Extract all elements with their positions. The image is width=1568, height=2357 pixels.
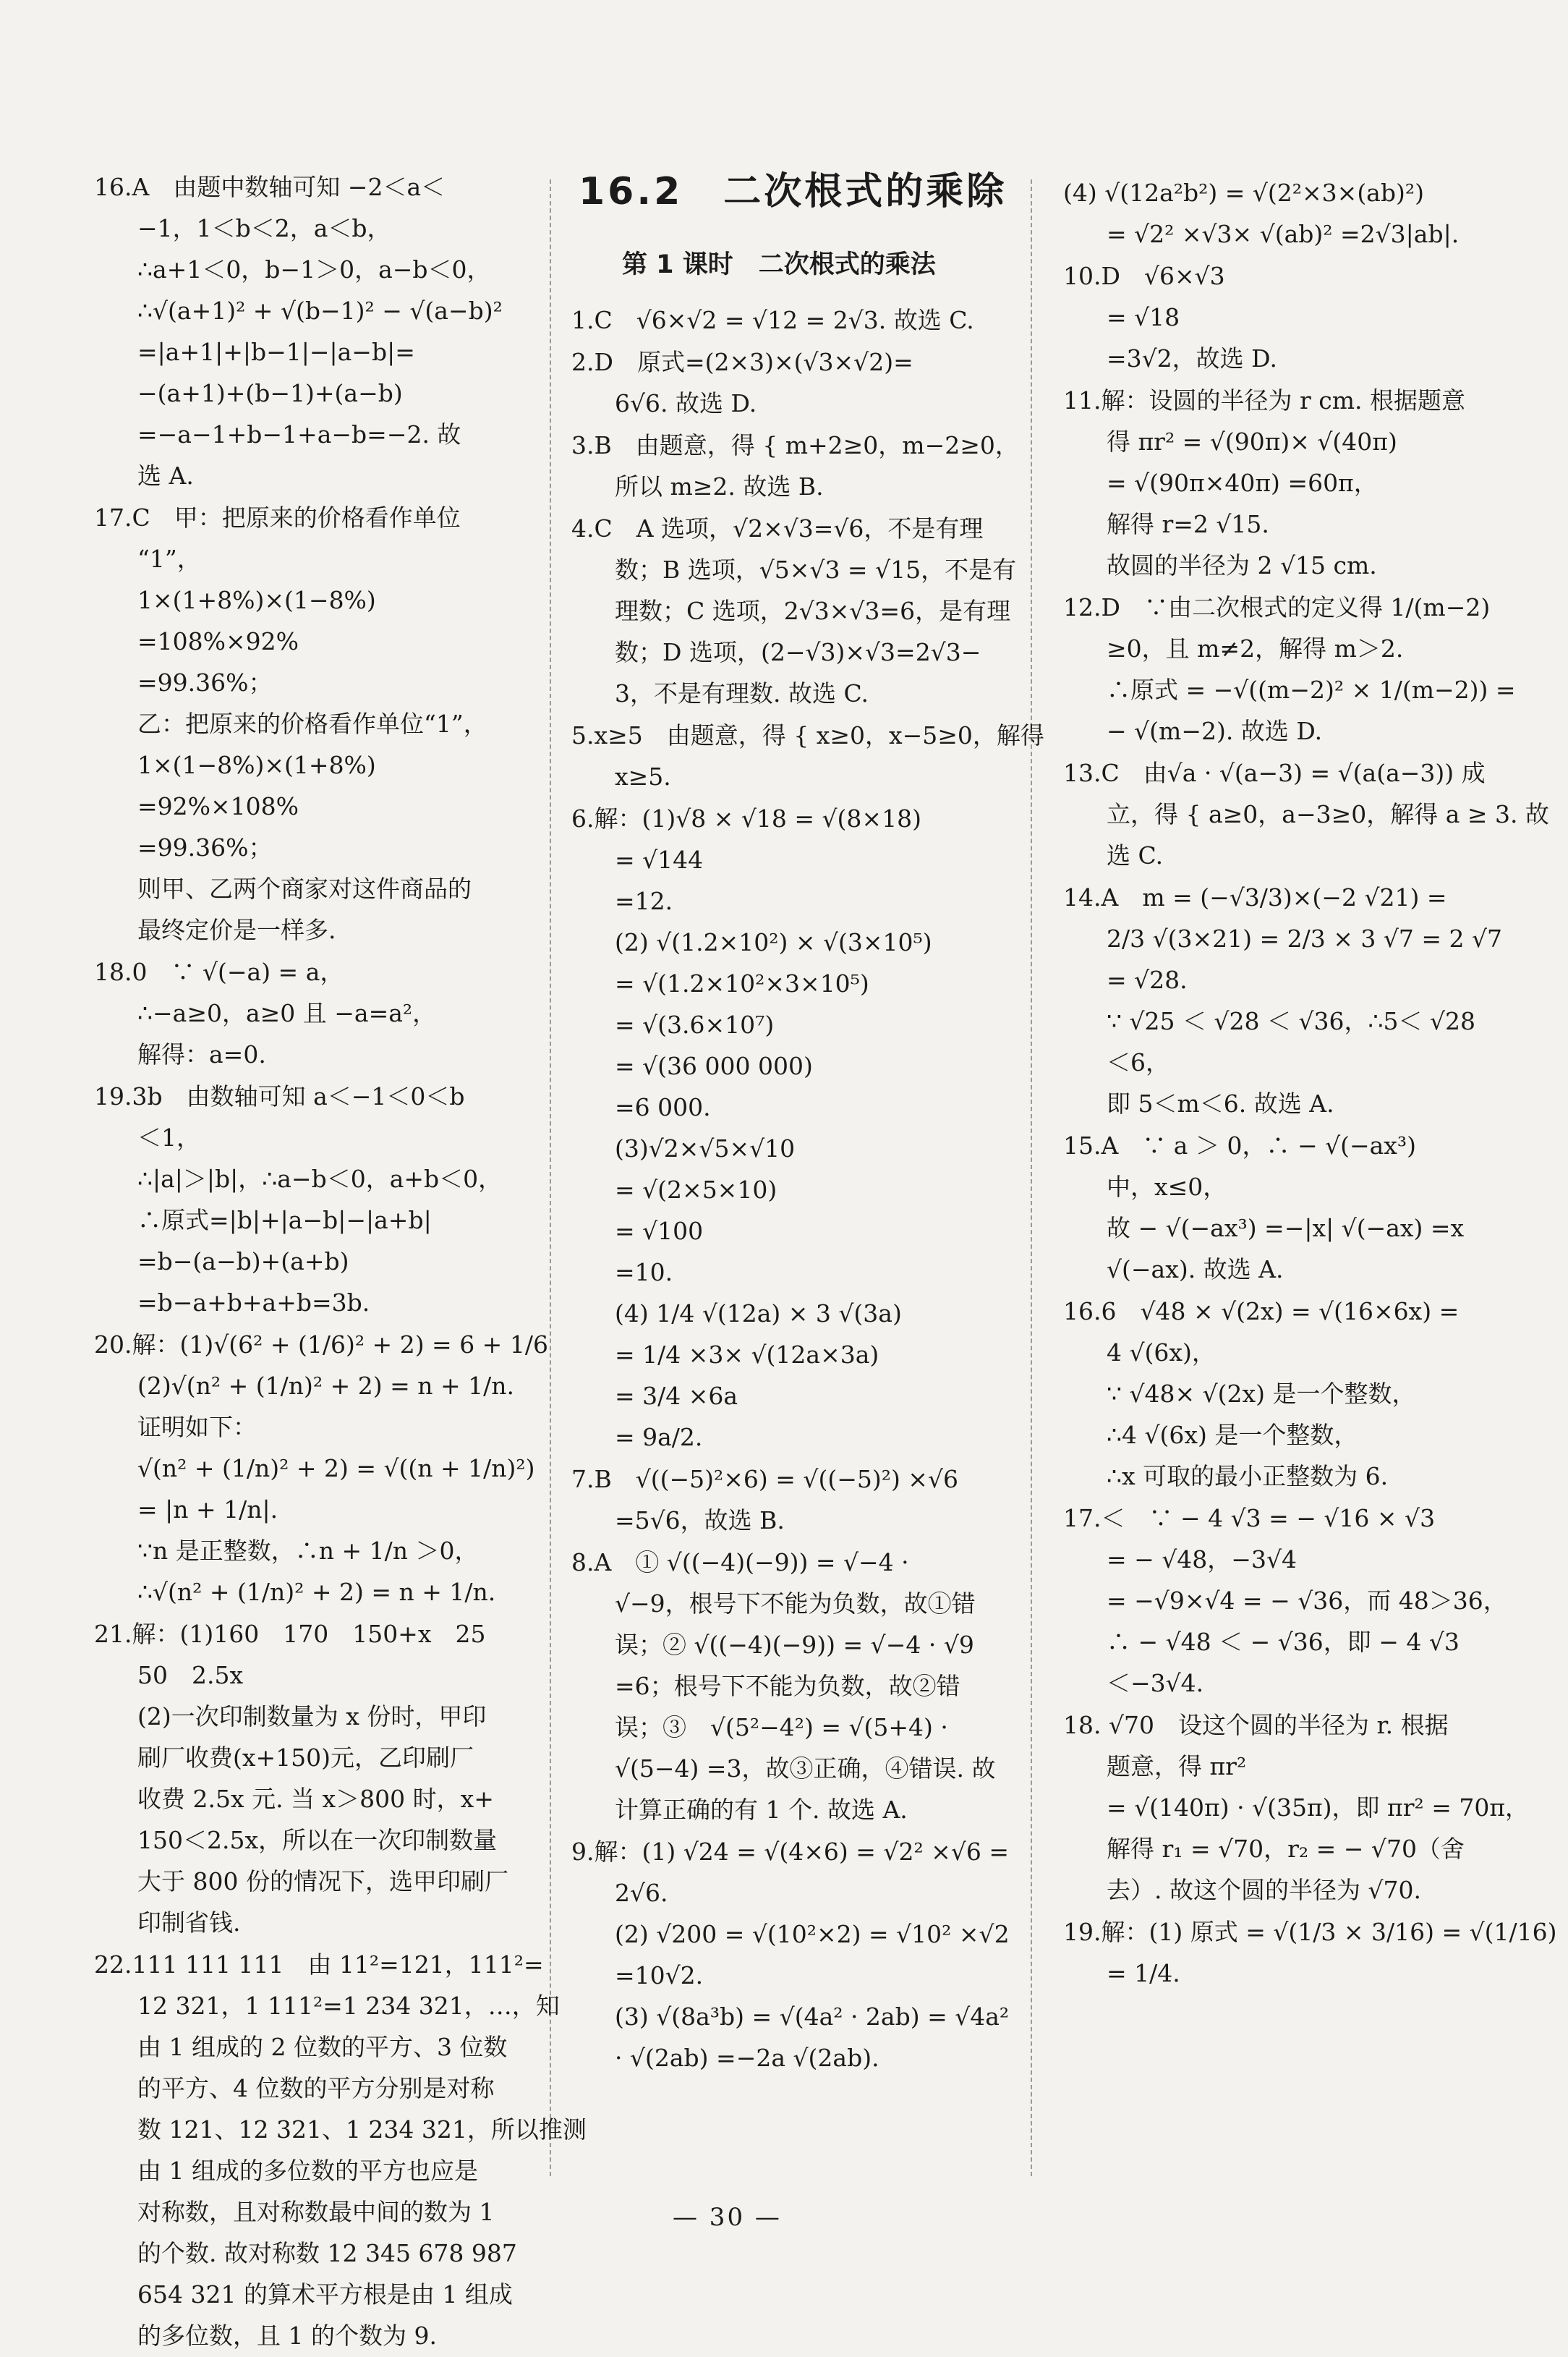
answer-line: =10. (615, 1258, 673, 1286)
answer-line: 7.B √((−5)²×6) = √((−5)²) ×√6 (571, 1465, 958, 1493)
answer-line: =99.36%； (137, 668, 273, 697)
answer-line: = √(2×5×10) (615, 1176, 777, 1204)
answer-line: = √100 (615, 1217, 704, 1245)
answer-line: 的平方、4 位数的平方分别是对称 (137, 2074, 495, 2102)
answer-line: 2/3 √(3×21) = 2/3 × 3 √7 = 2 √7 (1107, 925, 1503, 953)
answer-line: ∴√(a+1)² + √(b−1)² − √(a−b)² (137, 297, 503, 325)
answer-line: 立，得 { a≥0，a−3≥0，解得 a ≥ 3. 故 (1107, 800, 1550, 828)
answer-line: ∵ √48× √(2x) 是一个整数， (1107, 1380, 1416, 1408)
answer-line: ∵ √25 ＜ √28 ＜ √36，∴5＜ √28 (1107, 1007, 1476, 1035)
answer-item (1063, 1125, 1512, 1290)
answer-line: 2√6. (615, 1879, 668, 1907)
answer-line: 18. √70 设这个圆的半径为 r. 根据 (1063, 1711, 1449, 1739)
answer-line: (3) √(8a³b) = √(4a² · 2ab) = √4a² (615, 2003, 1010, 2031)
answer-line: ∵n 是正整数，∴n + 1/n ＞0， (137, 1537, 479, 1565)
answer-line: =6 000. (615, 1093, 711, 1121)
answer-line: 得 πr² = √(90π)× √(40π) (1107, 428, 1397, 456)
answer-item (1063, 752, 1550, 876)
column-divider-left (550, 179, 551, 2176)
answer-line: ∴|a|＞|b|，∴a−b＜0，a+b＜0， (137, 1165, 503, 1193)
answer-line: x≥5. (615, 763, 671, 791)
answer-line: ∴√(n² + (1/n)² + 2) = n + 1/n. (137, 1578, 496, 1606)
answer-item (1063, 1911, 1557, 1994)
answer-line: =12. (615, 887, 673, 915)
answer-line: √−9，根号下不能为负数，故①错 (615, 1589, 976, 1618)
answer-line: (2)√(n² + (1/n)² + 2) = n + 1/n. (137, 1372, 514, 1400)
answer-line: 大于 800 份的情况下，选甲印刷厂 (137, 1867, 508, 1895)
answer-line: =3√2，故选 D. (1107, 344, 1277, 373)
column-left (94, 166, 587, 2357)
answer-item (571, 1831, 1020, 2078)
answer-item (571, 1458, 1020, 1541)
answer-line: = 3/4 ×6a (615, 1382, 738, 1410)
answer-line: 10.D √6×√3 (1063, 262, 1225, 290)
answer-line: 12.D ∵由二次根式的定义得 1/(m−2) (1063, 593, 1491, 621)
answer-line: 3，不是有理数. 故选 C. (615, 679, 869, 708)
answer-line: 16.A 由题中数轴可知 −2＜a＜ (94, 173, 446, 201)
column-divider-right (1031, 179, 1032, 2176)
answer-line: 数；D 选项，(2−√3)×√3=2√3− (615, 638, 981, 666)
answer-line: ∴x 可取的最小正整数为 6. (1107, 1462, 1389, 1490)
answer-line: √(n² + (1/n)² + 2) = √((n + 1/n)²) (137, 1454, 535, 1482)
answer-line: = √2² ×√3× √(ab)² =2√3|ab|. (1107, 220, 1460, 248)
answer-line: 中，x≤0， (1107, 1173, 1227, 1201)
answer-line: = √28. (1107, 966, 1188, 994)
answer-line: ∴4 √(6x) 是一个整数， (1107, 1421, 1358, 1449)
answer-line: 由 1 组成的多位数的平方也应是 (137, 2157, 478, 2185)
answer-line: 5.x≥5 由题意，得 { x≥0，x−5≥0，解得 (571, 721, 1044, 749)
answer-item (1063, 172, 1512, 255)
answer-line: =−a−1+b−1+a−b=−2. 故 (137, 420, 461, 449)
answer-line: 22.111 111 111 由 11²=121，111²= (94, 1950, 544, 1979)
answer-line: −1，1＜b＜2，a＜b， (137, 214, 391, 242)
answer-line: −(a+1)+(b−1)+(a−b) (137, 379, 403, 407)
answer-line: = |n + 1/n|. (137, 1495, 278, 1524)
answer-line: ＜1， (137, 1124, 200, 1152)
answer-line: 12 321，1 111²=1 234 321，…，知 (137, 1992, 560, 2020)
answer-line: ＜6， (1107, 1048, 1169, 1076)
answer-line: 误；② √((−4)(−9)) = √−4 · √9 (615, 1631, 974, 1659)
answer-line: 2.D 原式=(2×3)×(√3×√2)= (571, 348, 913, 376)
answer-line: 乙：把原来的价格看作单位“1”， (137, 710, 487, 738)
answer-line: 8.A ① √((−4)(−9)) = √−4 · (571, 1548, 909, 1576)
answer-line: = −√9×√4 = − √36，而 48＞36， (1107, 1587, 1507, 1615)
answer-line: = 1/4 ×3× √(12a×3a) (615, 1341, 879, 1369)
answer-item (94, 1613, 535, 1943)
answer-line: =108%×92% (137, 627, 299, 655)
answer-item (1063, 380, 1512, 586)
answer-line: =|a+1|+|b−1|−|a−b|= (137, 338, 415, 366)
answer-line: =6；根号下不能为负数，故②错 (615, 1672, 960, 1700)
answer-line: (3)√2×√5×√10 (615, 1134, 796, 1163)
answer-line: 则甲、乙两个商家对这件商品的 (137, 875, 472, 903)
answer-line: =b−(a−b)+(a+b) (137, 1247, 349, 1275)
answer-line: =5√6，故选 B. (615, 1506, 785, 1534)
answer-line: ∴原式 = −√((m−2)² × 1/(m−2)) = (1107, 676, 1516, 704)
answer-line: 的多位数，且 1 的个数为 9. (137, 2322, 437, 2350)
answer-item (1063, 877, 1512, 1124)
answer-line: 13.C 由√a · √(a−3) = √(a(a−3)) 成 (1063, 759, 1486, 787)
answer-line: 解得：a=0. (137, 1040, 266, 1069)
answer-line: 1×(1−8%)×(1+8%) (137, 751, 376, 779)
answer-line: = 9a/2. (615, 1423, 703, 1451)
answer-line: “1”， (137, 545, 201, 573)
answer-line: = √(140π) · √(35π)，即 πr² = 70π， (1107, 1793, 1530, 1822)
answer-item (1063, 1498, 1512, 1704)
answer-line: 18.0 ∵ √(−a) = a， (94, 958, 344, 986)
answer-line: =99.36%； (137, 833, 273, 862)
answer-line: 故 − √(−ax³) =−|x| √(−ax) =x (1107, 1214, 1465, 1242)
answer-line: 证明如下： (137, 1413, 257, 1441)
answer-line: =b−a+b+a+b=3b. (137, 1288, 370, 1317)
answer-line: √(5−4) =3，故③正确，④错误. 故 (615, 1754, 996, 1783)
answer-line: 故圆的半径为 2 √15 cm. (1107, 551, 1377, 579)
answer-item (571, 715, 1044, 797)
answer-line: 17.＜ ∵ − 4 √3 = − √16 × √3 (1063, 1504, 1436, 1532)
answer-line: 误；③ √(5²−4²) = √(5+4) · (615, 1713, 948, 1741)
answer-item (1063, 587, 1516, 752)
answer-line: 所以 m≥2. 故选 B. (615, 472, 824, 501)
answer-line: 3.B 由题意，得 { m+2≥0，m−2≥0， (571, 431, 1019, 459)
answer-line: = − √48，−3√4 (1107, 1545, 1297, 1574)
answer-item (571, 508, 1020, 714)
answer-item (1063, 1291, 1512, 1497)
answer-line: 的个数. 故对称数 12 345 678 987 (137, 2239, 517, 2267)
answer-line: − √(m−2). 故选 D. (1107, 717, 1323, 745)
answer-line: (2) √(1.2×10²) × √(3×10⁵) (615, 928, 932, 956)
answer-line: 数 121、12 321、1 234 321，所以推测 (137, 2115, 587, 2144)
answer-line: = 1/4. (1107, 1959, 1180, 1987)
answer-line: 11.解：设圆的半径为 r cm. 根据题意 (1063, 386, 1465, 415)
answer-line: 对称数，且对称数最中间的数为 1 (137, 2198, 495, 2226)
answer-item (94, 1076, 535, 1323)
answer-line: 题意，得 πr² (1107, 1752, 1247, 1780)
answer-line: ＜−3√4. (1107, 1669, 1204, 1697)
answer-line: ∴ − √48 ＜ − √36，即 − 4 √3 (1107, 1628, 1460, 1656)
answer-line: 数；B 选项，√5×√3 = √15，不是有 (615, 556, 1017, 584)
answer-line: 50 2.5x (137, 1661, 244, 1689)
answer-line: 收费 2.5x 元. 当 x＞800 时，x+ (137, 1785, 494, 1813)
answer-line: 19.解：(1) 原式 = √(1/3 × 3/16) = √(1/16) (1063, 1918, 1557, 1946)
answer-line: = √18 (1107, 303, 1180, 331)
answer-line: =92%×108% (137, 792, 299, 820)
lesson-subtitle: 第 1 课时 二次根式的乘法 (622, 250, 936, 279)
answer-item (94, 1324, 548, 1613)
answer-line: 6.解：(1)√8 × √18 = √(8×18) (571, 804, 921, 833)
answer-line: 20.解：(1)√(6² + (1/6)² + 2) = 6 + 1/6 (94, 1330, 548, 1359)
answer-item (94, 166, 535, 496)
answer-line: 计算正确的有 1 个. 故选 A. (615, 1796, 908, 1824)
answer-line: 9.解：(1) √24 = √(4×6) = √2² ×√6 = (571, 1838, 1009, 1866)
answer-line: 4.C A 选项，√2×√3=√6，不是有理 (571, 514, 984, 543)
answer-line: = √(1.2×10²×3×10⁵) (615, 969, 869, 998)
answer-line: 解得 r₁ = √70，r₂ = − √70（舍 (1107, 1835, 1465, 1863)
answer-line: = √144 (615, 846, 704, 874)
answer-line: 150＜2.5x，所以在一次印制数量 (137, 1826, 498, 1854)
answer-line: 选 A. (137, 462, 194, 490)
answer-item (571, 300, 1020, 341)
answer-item (571, 798, 1020, 1458)
answer-item (94, 1944, 587, 2356)
answer-item (94, 497, 535, 951)
answer-item (571, 425, 1020, 507)
answer-line: (2)一次印制数量为 x 份时，甲印 (137, 1702, 487, 1730)
answer-line: 选 C. (1107, 841, 1164, 870)
answer-line: ∴−a≥0，a≥0 且 −a=a²， (137, 999, 437, 1027)
answer-item (571, 1542, 1020, 1830)
column-middle (571, 166, 1044, 2079)
answer-item (1063, 255, 1512, 379)
answer-line: 15.A ∵ a ＞ 0，∴ − √(−ax³) (1063, 1131, 1417, 1160)
answer-line: 21.解：(1)160 170 150+x 25 (94, 1620, 486, 1648)
answer-line: 1.C √6×√2 = √12 = 2√3. 故选 C. (571, 306, 974, 334)
answer-line: 19.3b 由数轴可知 a＜−1＜0＜b (94, 1082, 465, 1110)
answer-item (1063, 1704, 1530, 1911)
answer-line: 解得 r=2 √15. (1107, 510, 1269, 538)
answer-item (571, 341, 1020, 424)
answer-line: = √(90π×40π) =60π， (1107, 469, 1378, 497)
answer-line: 由 1 组成的 2 位数的平方、3 位数 (137, 2033, 508, 2061)
answer-line: = √(36 000 000) (615, 1052, 813, 1080)
answer-line: 14.A m = (−√3/3)×(−2 √21) = (1063, 883, 1447, 912)
answer-line: 16.6 √48 × √(2x) = √(16×6x) = (1063, 1297, 1460, 1325)
answer-line: 即 5＜m＜6. 故选 A. (1107, 1090, 1334, 1118)
answer-line: 刷厂收费(x+150)元，乙印刷厂 (137, 1744, 474, 1772)
answer-line: 印制省钱. (137, 1908, 241, 1937)
answer-line: 最终定价是一样多. (137, 916, 336, 944)
answer-line: =10√2. (615, 1961, 704, 1989)
answer-item (94, 951, 535, 1075)
answer-line: (2) √200 = √(10²×2) = √10² ×√2 (615, 1920, 1010, 1948)
answer-line: 654 321 的算术平方根是由 1 组成 (137, 2280, 513, 2309)
answer-line: ∴原式=|b|+|a−b|−|a+b| (137, 1206, 432, 1234)
answer-line: 17.C 甲：把原来的价格看作单位 (94, 504, 461, 532)
answer-line: 6√6. 故选 D. (615, 389, 757, 417)
page-number: — 30 — (673, 2203, 782, 2232)
answer-line: 去）. 故这个圆的半径为 √70. (1107, 1876, 1421, 1904)
answer-line: (4) √(12a²b²) = √(2²×3×(ab)²) (1063, 179, 1424, 207)
answer-line: 4 √(6x)， (1107, 1338, 1216, 1367)
answer-line: 理数；C 选项，2√3×√3=6，是有理 (615, 597, 1011, 625)
answer-line: (4) 1/4 √(12a) × 3 √(3a) (615, 1299, 902, 1328)
column-right (1063, 172, 1557, 1995)
section-title: 16.2 二次根式的乘除 (579, 170, 1007, 213)
answer-line: ∴a+1＜0，b−1＞0，a−b＜0， (137, 255, 491, 284)
answer-line: √(−ax). 故选 A. (1107, 1255, 1284, 1283)
answer-line: · √(2ab) =−2a √(2ab). (615, 2044, 879, 2072)
answer-line: = √(3.6×10⁷) (615, 1011, 775, 1039)
answer-line: ≥0，且 m≠2，解得 m＞2. (1107, 634, 1404, 663)
answer-line: 1×(1+8%)×(1−8%) (137, 586, 376, 614)
